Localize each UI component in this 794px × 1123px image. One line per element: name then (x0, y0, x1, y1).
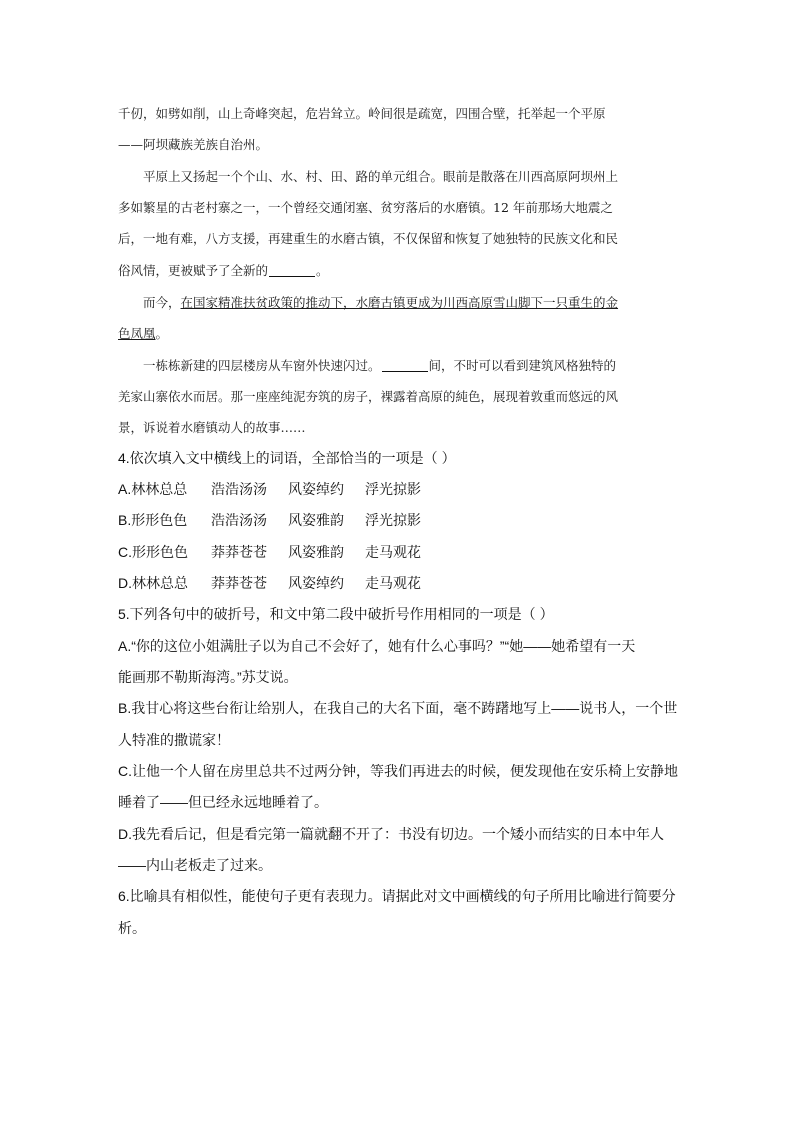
passage-text: 。 (316, 263, 329, 278)
fill-blank-1 (269, 264, 315, 277)
passage-line: 多如繁星的古老村寨之一，一个曾经交通闭塞、贫穷落后的水磨镇。12 年前那场大地震之 (118, 200, 613, 215)
option-label: C.形形色色 (118, 544, 188, 560)
passage-text: 而今， (143, 295, 181, 310)
option-d-cont: ——内山老板走了过来。 (118, 857, 272, 873)
option-word: 浮光掠影 (365, 481, 421, 497)
option-c-cont: 睡着了——但已经永远地睡着了。 (118, 794, 328, 810)
option-label: B.形形色色 (118, 512, 188, 528)
passage-line (118, 324, 168, 342)
option-word: 风姿绰约 (288, 575, 344, 591)
option-b[interactable]: B.我甘心将这些台衔让给别人，在我自己的大名下面，毫不踌躇地写上——说书人，一个世 (118, 700, 678, 716)
passage-line: 平原上又扬起一个个山、水、村、田、路的单元组合。眼前是散落在川西高原阿坝州上 (143, 169, 619, 184)
option-word: 浩浩汤汤 (211, 512, 267, 528)
fill-blank-2 (382, 359, 428, 372)
question-stem: 5.下列各句中的破折号，和文中第二段中破折号作用相同的一项是（ ） (118, 606, 554, 622)
option-word: 风姿雅韵 (288, 512, 344, 528)
option-word: 风姿绰约 (288, 481, 344, 497)
option-word: 走马观花 (365, 575, 421, 591)
question-stem-cont: 析。 (118, 920, 146, 936)
option-a-cont: 能画那不勒斯海湾。”苏艾说。 (118, 669, 298, 685)
option-c[interactable] (118, 542, 421, 562)
passage-text: 俗风情，更被赋予了全新的 (118, 263, 269, 278)
option-b[interactable] (118, 510, 421, 530)
option-a[interactable]: A.“你的这位小姐满肚子以为自己不会好了，她有什么心事吗？”“她——她希望有一天 (118, 638, 636, 654)
passage-line: 景，诉说着水磨镇动人的故事…… (118, 420, 306, 435)
passage-line: ——阿坝藏族羌族自治州。 (118, 137, 269, 152)
passage-text: 。 (155, 326, 169, 341)
option-word: 莽莽苍苍 (211, 544, 267, 560)
passage-line (118, 356, 616, 374)
option-label: A.林林总总 (118, 481, 188, 497)
option-label: D.林林总总 (118, 575, 188, 591)
question-stem: 4.依次填入文中横线上的词语，全部恰当的一项是（ ） (118, 450, 456, 466)
passage-text: 间，不时可以看到建筑风格独特的 (428, 358, 617, 373)
option-word: 风姿雅韵 (288, 544, 344, 560)
option-c[interactable]: C.让他一个人留在房里总共不过两分钟，等我们再进去的时候，便发现他在安乐椅上安静地 (118, 763, 678, 779)
option-word: 浩浩汤汤 (211, 481, 267, 497)
underlined-sentence: 色凤凰 (118, 326, 156, 341)
option-a[interactable] (118, 479, 421, 499)
passage-line: 羌家山寨依水而居。那一座座纯泥夯筑的房子，裸露着高原的純色，展现着敦重而悠远的风 (118, 389, 619, 404)
passage-line (118, 261, 329, 279)
passage-text: 一栋栋新建的四层楼房从车窗外快速闪过。 (143, 358, 381, 373)
option-word: 走马观花 (365, 544, 421, 560)
option-word: 浮光掠影 (365, 512, 421, 528)
underlined-sentence: 在国家精准扶贫政策的推动下，水磨古镇更成为川西高原雪山脚下一只重生的金 (180, 295, 619, 310)
passage-line (118, 293, 618, 311)
option-d[interactable] (118, 573, 421, 593)
passage-line: 后，一地有难，八方支援，再建重生的水磨古镇，不仅保留和恢复了她独特的民族文化和民 (118, 231, 619, 246)
option-d[interactable]: D.我先看后记，但是看完第一篇就翻不开了：书没有切边。一个矮小而结实的日本中年人 (118, 826, 664, 842)
passage-line: 千仞，如劈如削，山上奇峰突起，危岩耸立。岭间很是疏宽，四围合壁，托举起一个平原 (118, 106, 606, 121)
question-stem: 6.比喻具有相似性，能使句子更有表现力。请据此对文中画横线的句子所用比喻进行简要分 (118, 888, 676, 904)
option-b-cont: 人特准的撒谎家！ (118, 732, 230, 748)
option-word: 莽莽苍苍 (211, 575, 267, 591)
